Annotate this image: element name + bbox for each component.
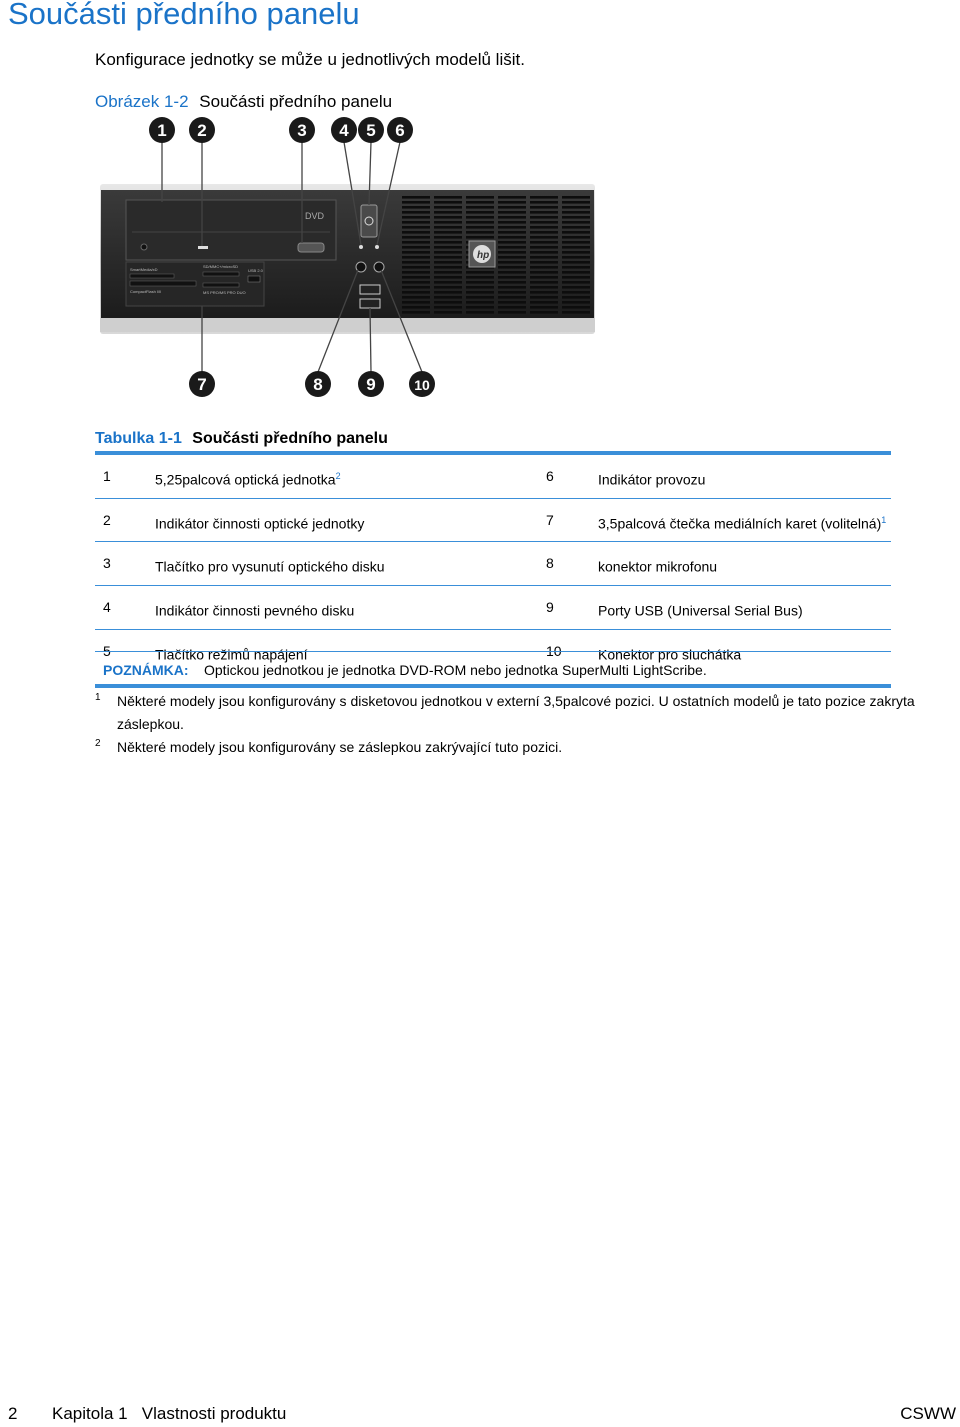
item-label (598, 498, 891, 542)
item-number (95, 498, 155, 542)
table-title: Součásti předního panelu (192, 430, 388, 447)
callout-7 (189, 371, 215, 397)
figure-caption (95, 92, 392, 112)
figure-label: Obrázek 1-2 (95, 92, 189, 111)
item-number (538, 585, 598, 629)
note-box (95, 651, 891, 688)
item-number-text: 7 (546, 511, 554, 528)
svg-text:7: 7 (197, 375, 207, 394)
svg-text:9: 9 (366, 375, 376, 394)
callout-3 (289, 117, 315, 143)
callout-10 (409, 371, 435, 397)
headphone-jack (374, 262, 384, 272)
eject-button (298, 243, 324, 252)
item-number-text: 10 (546, 642, 562, 659)
item-label (598, 542, 891, 586)
svg-text:6: 6 (395, 121, 405, 140)
item-number (538, 498, 598, 542)
svg-text:SD/MMC+/microSD: SD/MMC+/microSD (203, 264, 239, 269)
item-label-text: Indikátor činnosti pevného disku (155, 602, 355, 619)
usb-port-1 (360, 285, 380, 294)
svg-text:4: 4 (339, 121, 349, 140)
table-row (95, 453, 891, 498)
svg-text:USB 2.0: USB 2.0 (248, 268, 263, 273)
table-label: Tabulka 1-1 (95, 430, 182, 447)
item-label-text: Indikátor činnosti optické jednotky (155, 515, 365, 532)
item-label-text: konektor mikrofonu (598, 558, 718, 575)
footnote-ref: 1 (881, 514, 887, 525)
item-number-text: 3 (103, 555, 111, 572)
item-number-text: 8 (546, 555, 554, 572)
item-label (155, 498, 538, 542)
callout-5 (358, 117, 384, 143)
dvd-logo: DVD (305, 211, 325, 221)
footnote-number: 2 (95, 738, 101, 749)
hdd-led (359, 245, 363, 249)
page-title: Součásti předního panelu (8, 0, 360, 31)
svg-text:SmartMedia/xD: SmartMedia/xD (130, 267, 158, 272)
item-number (538, 453, 598, 498)
intro-text: Konfigurace jednotky se může u jednotlivých modelů lišit. (95, 50, 525, 69)
footnote-text: Některé modely jsou konfigurovány s disketovou jednotkou v externí 3,5palcové pozici. U ostatních modelů je tato pozice zakryta záslepkou. (117, 693, 915, 732)
item-label-text: Tlačítko režimů napájení (155, 646, 308, 663)
item-number (95, 542, 155, 586)
power-button (361, 205, 377, 237)
page-number: 2 (8, 1404, 18, 1423)
parts-table (95, 451, 891, 672)
chapter-title: Kapitola 1 Vlastnosti produktu (52, 1404, 287, 1423)
item-number-text: 1 (103, 468, 111, 484)
callout-1 (149, 117, 175, 143)
footnote-text: Některé modely jsou konfigurovány se záslepkou zakrývající tuto pozici. (117, 739, 563, 755)
table-row (95, 542, 891, 586)
footnote-ref: 2 (335, 471, 341, 481)
svg-text:8: 8 (313, 375, 323, 394)
svg-text:10: 10 (414, 377, 430, 393)
callout-8 (305, 371, 331, 397)
note-text: Optickou jednotkou je jednotka DVD-ROM nebo jednotka SuperMulti LightScribe. (204, 662, 707, 678)
item-label-text: Konektor pro sluchátka (598, 646, 742, 663)
svg-text:CompactFlash I/II: CompactFlash I/II (130, 289, 162, 294)
note-label: POZNÁMKA: (103, 662, 189, 678)
svg-text:2: 2 (197, 121, 207, 140)
table-row (95, 585, 891, 629)
item-label (155, 585, 538, 629)
item-number-text: 5 (103, 642, 111, 659)
svg-text:1: 1 (157, 121, 167, 140)
item-label (598, 585, 891, 629)
table-row (95, 498, 891, 542)
callout-9 (358, 371, 384, 397)
item-label-text: Porty USB (Universal Serial Bus) (598, 602, 803, 619)
front-panel-figure (0, 110, 960, 410)
svg-text:5: 5 (366, 121, 376, 140)
item-number-text: 2 (103, 511, 111, 528)
item-label (598, 453, 891, 498)
usb-port-2 (360, 299, 380, 308)
optical-led (198, 246, 208, 249)
item-number (538, 542, 598, 586)
item-label-text: 3,5palcová čtečka mediálních karet (volitelná) (598, 515, 882, 532)
figure-title: Součásti předního panelu (199, 92, 393, 111)
item-number-text: 4 (103, 598, 111, 615)
item-label-text: Tlačítko pro vysunutí optického disku (155, 558, 385, 575)
svg-text:MS PRO/MS PRO DUO: MS PRO/MS PRO DUO (203, 290, 246, 295)
item-label (155, 453, 538, 498)
table-caption (95, 430, 388, 448)
item-number (95, 453, 155, 498)
footnote-2 (95, 736, 945, 759)
item-number-text: 9 (546, 598, 554, 615)
callout-6 (387, 117, 413, 143)
callout-2 (189, 117, 215, 143)
item-label-text: 5,25palcová optická jednotka (155, 471, 336, 488)
item-label (155, 542, 538, 586)
callout-4 (331, 117, 357, 143)
footer-right: CSWW (900, 1404, 956, 1423)
item-number (95, 585, 155, 629)
footnote-number: 1 (95, 692, 101, 703)
svg-text:hp: hp (477, 250, 490, 261)
footnote-1 (95, 690, 945, 736)
svg-text:3: 3 (297, 121, 307, 140)
power-led (375, 245, 379, 249)
item-number-text: 6 (546, 468, 554, 484)
item-label-text: Indikátor provozu (598, 471, 706, 488)
